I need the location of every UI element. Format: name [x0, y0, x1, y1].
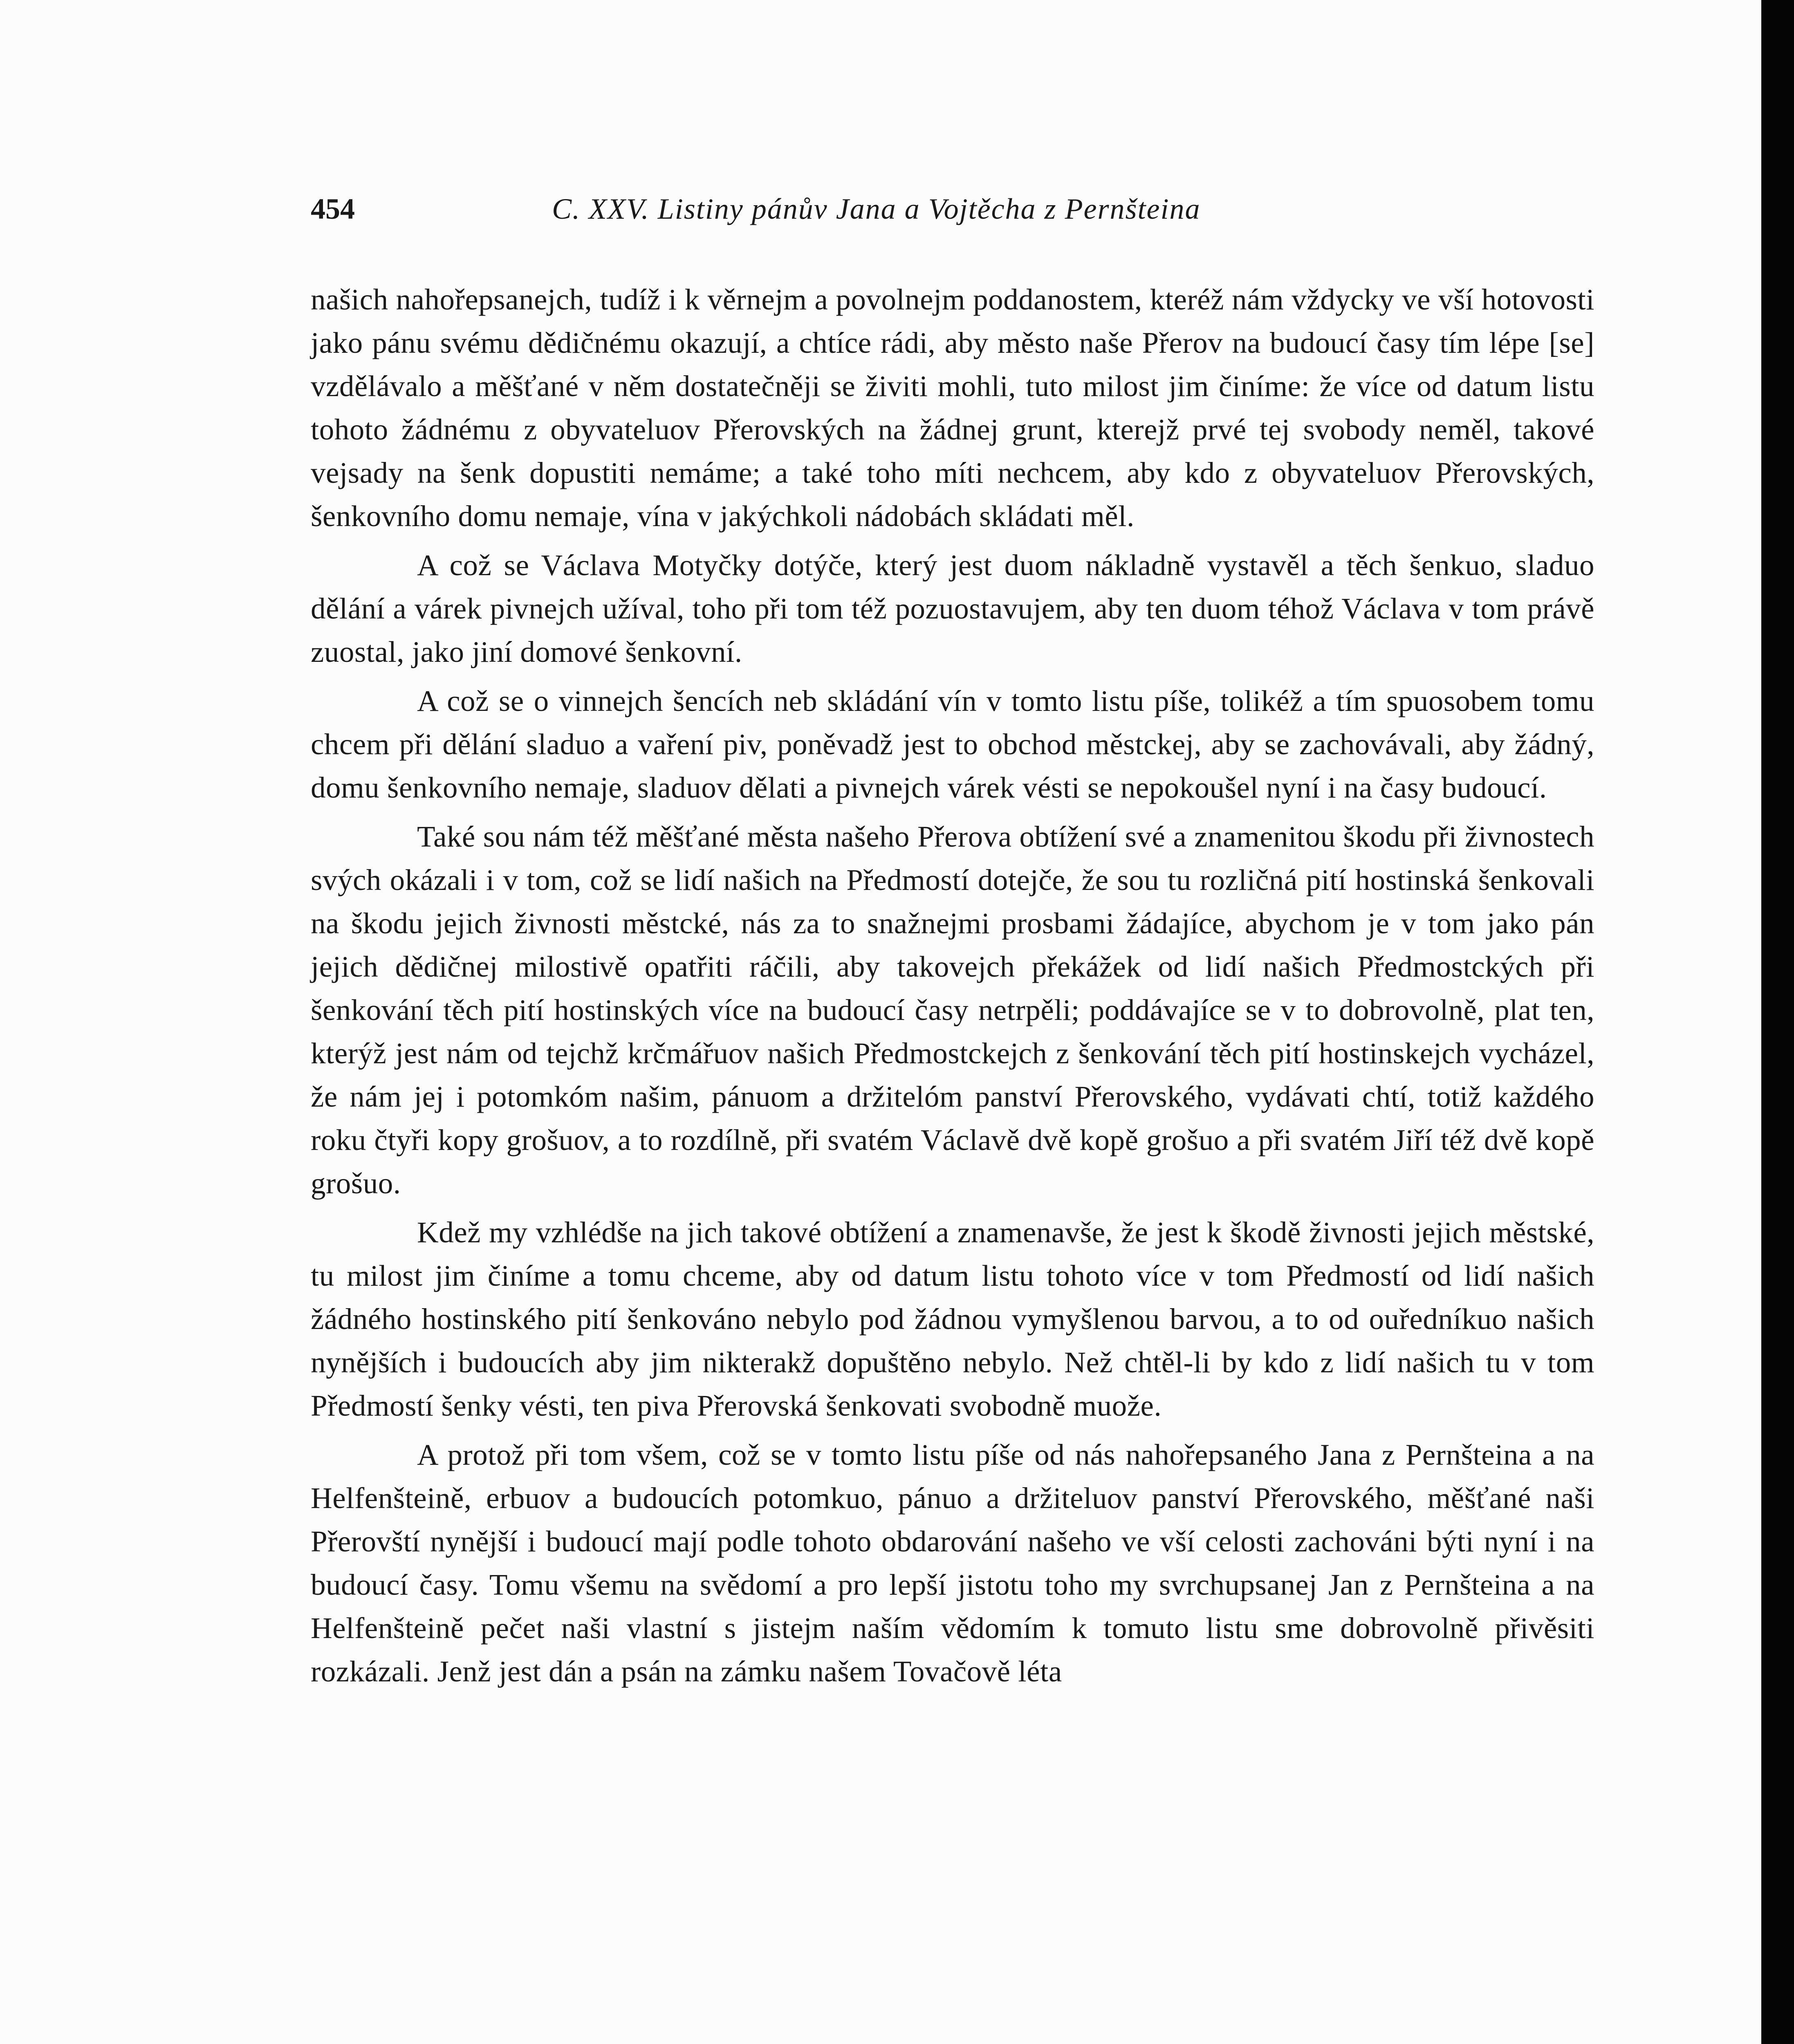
paragraph: A což se Václava Motyčky dotýče, který jest duom nákladně vystavěl a těch šenkuo, sladuo dělání a várek pivnejch užíval, toho při tom též pozuostavujem, aby ten duom téhož Václava v tom právě zuostal, jako jiní domové šenkovní. [311, 549, 1594, 668]
running-head [311, 192, 1594, 233]
paragraph: A což se o vinnejch šencích neb skládání vín v tomto listu píše, tolikéž a tím spuosobem tomu chcem při dělání sladuo a vaření piv, poněvadž jest to obchod městckej, aby se zachovávali, aby žádný, domu šenkovního nemaje, sladuov dělati a pivnejch várek vésti se nepokoušel nyní i na časy budoucí. [311, 684, 1594, 804]
body-text [311, 278, 1594, 1693]
paragraph: Také sou nám též měšťané města našeho Přerova obtížení své a znamenitou škodu při živnostech svých okázali i v tom, což se lidí našich na Předmostí dotejče, že sou tu rozličná pití hostinská šenkovali na škodu jejich živnosti městcké, nás za to snažnejmi prosbami žádajíce, abychom je v tom jako pán jejich dědičnej milostivě opatřiti ráčili, aby takovejch překážek od lidí našich Předmostckých při šenkování těch pití hostinských více na budoucí časy netrpěli; poddávajíce se v to dobrovolně, plat ten, kterýž jest nám od tejchž krčmářuov našich Předmostckejch z šenkování těch pití hostinskejch vycházel, že nám jej i potomkóm našim, pánuom a držitelóm panství Přerovského, vydávati chtí, totiž každého roku čtyři kopy grošuov, a to rozdílně, při svatém Václavě dvě kopě grošuo a při svatém Jiří též dvě kopě grošuo. [311, 820, 1594, 1200]
paragraph: Kdež my vzhlédše na jich takové obtížení a znamenavše, že jest k škodě živnosti jejich městské, tu milost jim činíme a tomu chceme, aby od datum listu tohoto více v tom Předmostí od lidí našich žádného hostinského pití šenkováno nebylo pod žádnou vymyšlenou barvou, a to od ouředníkuo našich nynějších i budoucích aby jim nikterakž dopuštěno nebylo. Než chtěl-li by kdo z lidí našich tu v tom Předmostí šenky vésti, ten piva Přerovská šenkovati svobodně muože. [311, 1216, 1594, 1422]
paragraph: našich nahořepsanejch, tudíž i k věrnejm a povolnejm poddanostem, kteréž nám vždycky ve vší hotovosti jako pánu svému dědičnému okazují, a chtíce rádi, aby město naše Přerov na budoucí časy tím lépe [se] vzdělávalo a měšťané v něm dostatečněji se živiti mohli, tuto milost jim činíme: že více od datum listu tohoto žádnému z obyvateluov Přerovských na žádnej grunt, kterejž prvé tej svobody neměl, takové vejsady na šenk dopustiti nemáme; a také toho míti nechcem, aby kdo z obyvateluov Přerovských, šenkovního domu nemaje, vína v jakýchkoli nádobách skládati měl. [311, 283, 1594, 533]
paragraph: A protož při tom všem, což se v tomto listu píše od nás nahořepsaného Jana z Pernšteina a na Helfenšteině, erbuov a budoucích potomkuo, pánuo a držiteluov panství Přerovského, měšťané naši Přerovští nynější i budoucí mají podle tohoto obdarování našeho ve vší celosti zachováni býti nyní i na budoucí časy. Tomu všemu na svědomí a pro lepší jistotu toho my svrchupsanej Jan z Pernšteina a na Helfenšteině pečet naši vlastní s jistejm naším vědomím k tomuto listu sme dobrovolně přivěsiti rozkázali. Jenž jest dán a psán na zámku našem Tovačově léta [311, 1438, 1594, 1688]
running-title: C. XXV. Listiny pánův Jana a Vojtěcha z Pernšteina [552, 193, 1201, 225]
page-content [311, 192, 1594, 1699]
page-number: 454 [311, 193, 355, 225]
